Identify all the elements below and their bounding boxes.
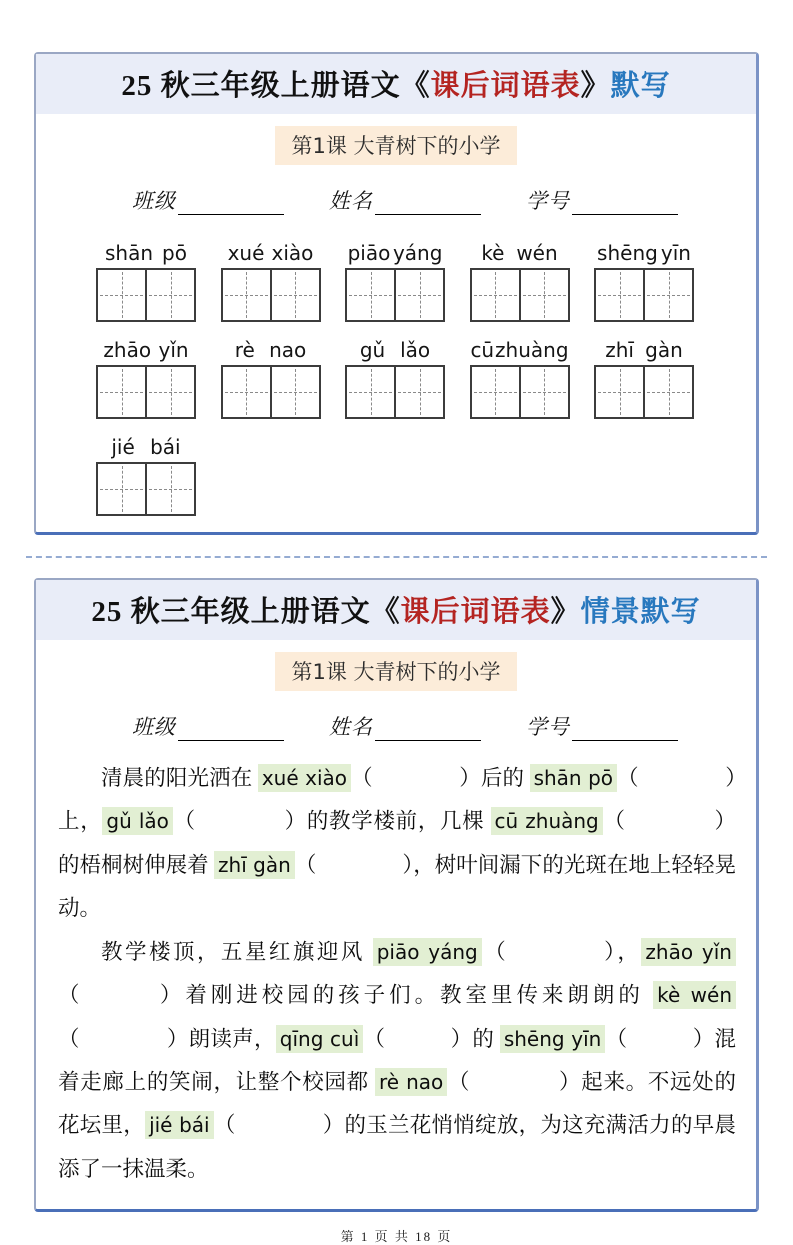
paragraph-text: （ ）的玉兰花悄悄绽放，为这充满活力的早晨添了一抹温柔。 [58, 1113, 736, 1181]
pinyin-label [96, 241, 196, 265]
field-class [132, 185, 284, 215]
pinyin-syllable: bái [150, 435, 181, 459]
writing-grid [345, 268, 445, 322]
sheet2-bracket-close: 》 [550, 596, 581, 628]
pinyin-syllable: shān [105, 241, 154, 265]
field-name-underline [375, 213, 481, 215]
grid-cell [145, 464, 194, 514]
sheet2-title-prefix: 25 秋三年级上册语文 [91, 596, 371, 628]
pinyin-highlight: shān pō [530, 764, 617, 792]
writing-grid [221, 268, 321, 322]
field-id [526, 185, 678, 215]
field-id-label: 学号 [526, 189, 570, 213]
pinyin-syllable: pō [162, 241, 187, 265]
sheet1-title-bar [36, 54, 756, 114]
sheet2-title-bar [36, 580, 756, 640]
word-row [36, 419, 756, 516]
writing-grid [470, 365, 570, 419]
grid-cell [643, 367, 692, 417]
dictation-sheet [34, 52, 759, 535]
field-name-2 [329, 711, 481, 741]
writing-grid [345, 365, 445, 419]
word-group [345, 241, 445, 322]
pinyin-highlight: qīng cuì [276, 1025, 363, 1053]
grid-cell [223, 367, 270, 417]
grid-cell [394, 270, 443, 320]
field-class-underline-2 [178, 739, 284, 741]
grid-cell [347, 270, 394, 320]
paragraph-text: （ ）混着走廊上的笑闹，让整个校园都 [58, 1026, 736, 1094]
pinyin-syllable: kè [481, 241, 505, 265]
pinyin-label [96, 338, 196, 362]
paragraph-text: （ ）的梧桐树伸展着 [58, 809, 736, 877]
page-number: 第 1 页 共 18 页 [340, 1229, 453, 1245]
sheet1-book-name: 课后词语表 [430, 70, 581, 102]
grid-cell [519, 270, 568, 320]
field-id-underline [572, 213, 678, 215]
field-class-2 [132, 711, 284, 741]
word-group [221, 241, 321, 322]
field-id-2 [526, 711, 678, 741]
writing-grid [470, 268, 570, 322]
paragraph-text: （ ）， [481, 939, 642, 964]
paragraph-text: 清晨的阳光洒在 [101, 766, 258, 790]
pinyin-syllable: yīn [660, 241, 691, 265]
sheet1-fields-row [36, 169, 756, 221]
grid-cell [472, 367, 519, 417]
writing-grid [594, 365, 694, 419]
writing-grid [594, 268, 694, 322]
field-name-underline-2 [375, 739, 481, 741]
field-name-label: 姓名 [329, 189, 373, 213]
paragraph-text: （ ）后的 [351, 766, 530, 790]
field-class-label-2: 班级 [132, 715, 176, 739]
context-sheet [34, 578, 759, 1212]
sheet1-title-mode: 默写 [610, 70, 671, 102]
pinyin-highlight: cū zhuàng [491, 807, 603, 835]
paragraph-text: 教学楼顶，五星红旗迎风 [101, 939, 373, 964]
field-name-label-2: 姓名 [329, 715, 373, 739]
grid-cell [472, 270, 519, 320]
field-id-label-2: 学号 [526, 715, 570, 739]
grid-cell [98, 464, 145, 514]
grid-cell [145, 367, 194, 417]
word-row [36, 322, 756, 419]
paragraph-text: （ ）起来。不远处的花坛里， [58, 1069, 736, 1138]
pinyin-syllable: piāo [347, 241, 391, 265]
word-group [345, 338, 445, 419]
pinyin-syllable: rè [234, 338, 255, 362]
word-group [470, 338, 570, 419]
grid-cell [98, 270, 145, 320]
word-group [594, 241, 694, 322]
field-name [329, 185, 481, 215]
pinyin-highlight: zhāo yǐn [641, 938, 736, 966]
word-row [36, 225, 756, 322]
sheet2-lesson-badge: 第1课 大青树下的小学 [275, 652, 516, 691]
word-group [96, 435, 196, 516]
pinyin-syllable: xiào [271, 241, 314, 265]
grid-cell [643, 270, 692, 320]
writing-grid [96, 268, 196, 322]
pinyin-syllable: gàn [645, 338, 683, 362]
paragraph-text: （ ），树叶间漏下的光斑在地上轻轻晃动。 [58, 852, 736, 921]
pinyin-highlight: rè nao [375, 1068, 447, 1096]
pinyin-syllable: yǐn [158, 338, 189, 362]
word-group [221, 338, 321, 419]
word-group [594, 338, 694, 419]
paragraph-area [36, 747, 756, 1193]
paragraph [58, 931, 736, 1192]
grid-cell [145, 270, 194, 320]
grid-cell [596, 270, 643, 320]
pinyin-highlight: gǔ lǎo [102, 807, 172, 835]
paragraph-text: （ ）朗读声， [58, 1026, 276, 1051]
writing-grid [96, 462, 196, 516]
paragraph-text: （ ）着刚进校园的孩子们。教室里传来朗朗的 [58, 983, 654, 1008]
pinyin-syllable: lǎo [400, 338, 431, 362]
pinyin-label [470, 338, 570, 362]
grid-cell [223, 270, 270, 320]
word-group [470, 241, 570, 322]
pinyin-syllable: zhāo [103, 338, 152, 362]
field-id-underline-2 [572, 739, 678, 741]
pinyin-label [221, 241, 321, 265]
pinyin-label [594, 241, 694, 265]
pinyin-syllable: xué [227, 241, 265, 265]
page-footer [0, 1226, 793, 1245]
writing-grid [96, 365, 196, 419]
pinyin-label [594, 338, 694, 362]
pinyin-highlight: zhī gàn [214, 851, 295, 879]
pinyin-highlight: shēng yīn [500, 1025, 605, 1053]
field-class-underline [178, 213, 284, 215]
pinyin-syllable: cū [470, 338, 495, 362]
pinyin-label [345, 241, 445, 265]
grid-cell [394, 367, 443, 417]
pinyin-label [345, 338, 445, 362]
pinyin-syllable: yáng [392, 241, 443, 265]
pinyin-syllable: zhī [605, 338, 634, 362]
section-divider [26, 556, 767, 558]
sheet1-lesson-badge: 第1课 大青树下的小学 [275, 126, 516, 165]
paragraph-text: （ ）的教学楼前，几棵 [172, 809, 491, 834]
sheet2-bracket-open: 《 [370, 596, 401, 628]
pinyin-syllable: wén [516, 241, 558, 265]
pinyin-syllable: nao [269, 338, 307, 362]
field-class-label: 班级 [132, 189, 176, 213]
sheet1-title-prefix: 25 秋三年级上册语文 [121, 70, 401, 102]
grid-cell [270, 367, 319, 417]
pinyin-label [96, 435, 196, 459]
grid-cell [347, 367, 394, 417]
word-grid-area [36, 221, 756, 516]
writing-grid [221, 365, 321, 419]
sheet1-bracket-open: 《 [400, 70, 431, 102]
pinyin-syllable: shēng [597, 241, 658, 265]
sheet2-fields-row [36, 695, 756, 747]
grid-cell [270, 270, 319, 320]
pinyin-syllable: zhuàng [495, 338, 569, 362]
pinyin-highlight: piāo yáng [373, 938, 482, 966]
sheet2-book-name: 课后词语表 [400, 596, 551, 628]
grid-cell [519, 367, 568, 417]
pinyin-highlight: xué xiào [258, 764, 351, 792]
pinyin-label [470, 241, 570, 265]
pinyin-highlight: jié bái [145, 1111, 214, 1139]
pinyin-label [221, 338, 321, 362]
paragraph [58, 757, 736, 931]
grid-cell [596, 367, 643, 417]
pinyin-syllable: jié [111, 435, 135, 459]
word-group [96, 241, 196, 322]
grid-cell [98, 367, 145, 417]
pinyin-highlight: kè wén [653, 981, 736, 1009]
paragraph-text: （ ）上， [58, 766, 736, 834]
word-group [96, 338, 196, 419]
sheet2-title-mode: 情景默写 [580, 596, 701, 628]
paragraph-text: （ ）的 [363, 1026, 500, 1051]
pinyin-syllable: gǔ [359, 338, 386, 362]
sheet1-bracket-close: 》 [580, 70, 611, 102]
